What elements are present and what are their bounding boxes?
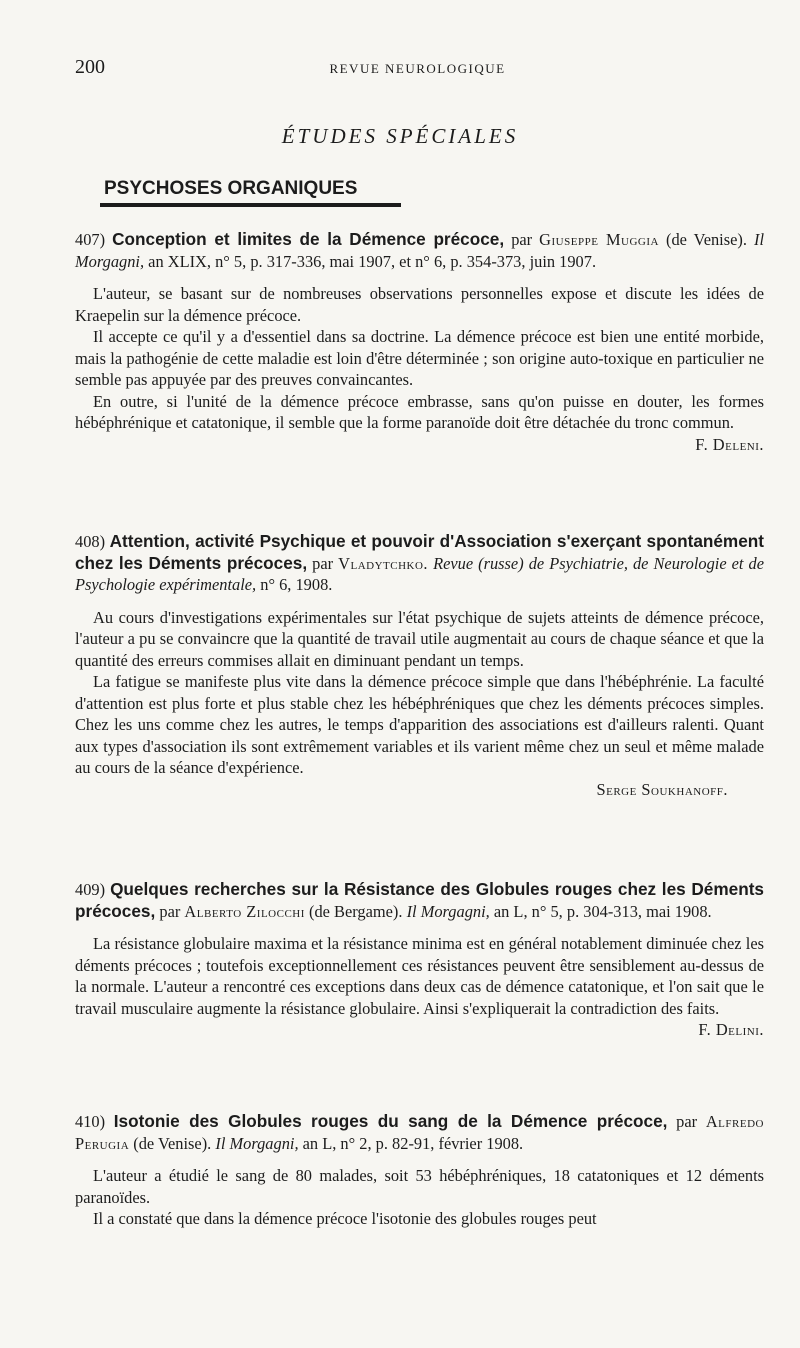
entry-paragraph: L'auteur a étudié le sang de 80 malades, soit 53 hébéphréniques, 18 catatoniques et 12 déments paranoïdes. [75, 1166, 764, 1207]
entry-paragraph: Il a constaté que dans la démence précoce l'isotonie des globules rouges peut [93, 1209, 597, 1228]
entry-citation-a: (de Bergame). [309, 901, 403, 921]
entry-citation-a: (de Venise). [133, 1133, 212, 1153]
entry-paragraph: Au cours d'investigations expérimentales sur l'état psychique de sujets atteints de démence précoce, l'auteur a pu se convaincre que la quantité de travail utile augmentait au cours de chaque séance et que la quantité des erreurs commises allait en diminuant pendant un temps. [75, 607, 764, 670]
entry-title: Attention, activité Psychique et pouvoir d'Association s'exerçant spontanément chez les Déments précoces, [75, 531, 764, 573]
entry-citation-b: an L, n° 2, p. 82-91, février 1908. [302, 1133, 524, 1153]
running-head: REVUE NEUROLOGIQUE [329, 61, 506, 76]
entry-signature: F. Delini. [698, 1020, 764, 1039]
entry-signature: F. Deleni. [695, 434, 764, 454]
entry-paragraph: L'auteur, se basant sur de nombreuses observations personnelles expose et discute les idées de Kraepelin sur la démence précoce. [75, 284, 764, 325]
abstract-entry-409 [75, 879, 764, 1041]
entry-citation-a: (de Venise). [666, 230, 747, 249]
entry-author: Alfredo Perugia [75, 1112, 764, 1153]
entry-paragraph [75, 933, 764, 1039]
entry-heading [75, 531, 764, 596]
entry-signature-line [75, 779, 764, 801]
entry-journal: Il Morgagni, [406, 901, 490, 921]
entry-signature: Serge Soukhanoff. [596, 779, 728, 799]
by-word: par [676, 1112, 698, 1131]
entry-journal: Revue (russe) de Psychiatrie, de Neurologie et de Psychologie expérimentale, [75, 553, 764, 594]
entry-heading [75, 879, 764, 922]
entry-paragraph-text: La résistance globulaire maxima et la résistance minima est en général notablement diminuée chez les déments précoces ; toutefois exceptionnellement ces résistances peuvent être sensiblement au-dessus de la normale. L'auteur a rencontré ces exceptions dans deux cas de démence catatonique, et l'on sait que le travail musculaire augmente la résistance globulaire. Ainsi s'expliquerait la contradiction des faits. [75, 934, 764, 1018]
entry-title: Quelques recherches sur la Résistance des Globules rouges chez les Déments précoces, [75, 879, 764, 921]
entry-citation-b: an L, n° 5, p. 304-313, mai 1908. [493, 901, 712, 921]
abstract-entry-407 [75, 229, 764, 455]
entry-journal: Il Morgagni, [215, 1133, 299, 1153]
entry-citation-b: n° 6, 1908. [260, 575, 333, 594]
page-header [75, 56, 760, 86]
entry-journal: Il Morgagni, [75, 230, 764, 271]
by-word: par [312, 553, 334, 573]
subsection-title: PSYCHOSES ORGANIQUES [104, 178, 358, 199]
entry-author: Alberto Zilocchi [184, 901, 305, 921]
abstract-entry-408 [75, 531, 764, 800]
entry-heading [75, 1111, 764, 1154]
entry-author: Giuseppe Muggia [539, 230, 659, 249]
entry-paragraph [75, 391, 764, 454]
page-number: 200 [75, 56, 105, 78]
entry-paragraph: Il accepte ce qu'il y a d'essentiel dans sa doctrine. La démence précoce est bien une entité morbide, mais la pathogénie de cette maladie est loin d'être déterminée ; son origine auto-toxique en particulier ne semble pas appuyée par des preuves convaincantes. [75, 327, 764, 389]
entry-number: 410) [75, 1112, 106, 1131]
entry-number: 409) [75, 880, 106, 899]
entry-title: Conception et limites de la Démence précoce, [112, 229, 505, 249]
entry-heading [75, 229, 764, 272]
entry-number: 407) [75, 230, 106, 249]
abstract-entry-410 [75, 1111, 764, 1230]
by-word: par [511, 230, 533, 249]
heading-rule [100, 203, 401, 207]
entry-author: Vladytchko. [338, 553, 429, 573]
entry-paragraph-text: En outre, si l'unité de la démence précoce embrasse, sans qu'on puisse en douter, les formes hébéphrénique et catatonique, il semble que la forme paranoïde doit être détachée du tronc commun. [75, 391, 764, 432]
entry-number: 408) [75, 532, 106, 551]
section-title: ÉTUDES SPÉCIALES [281, 124, 519, 148]
by-word: par [159, 901, 181, 921]
entry-citation-b: an XLIX, n° 5, p. 317-336, mai 1907, et n° 6, p. 354-373, juin 1907. [148, 251, 597, 271]
entry-title: Isotonie des Globules rouges du sang de la Démence précoce, [113, 1111, 668, 1131]
entry-paragraph: La fatigue se manifeste plus vite dans la démence précoce simple que dans l'hébéphrénie. La faculté d'attention est plus forte et plus stable chez les hébéphréniques que chez les déments précoces simples. Chez les uns comme chez les autres, le temps d'apparition des associations est d'ailleurs ralenti. Quant aux types d'association ils sont extrêmement variables et ils varient même chez un seul et même malade au cours de la séance d'expérience. [75, 672, 764, 777]
